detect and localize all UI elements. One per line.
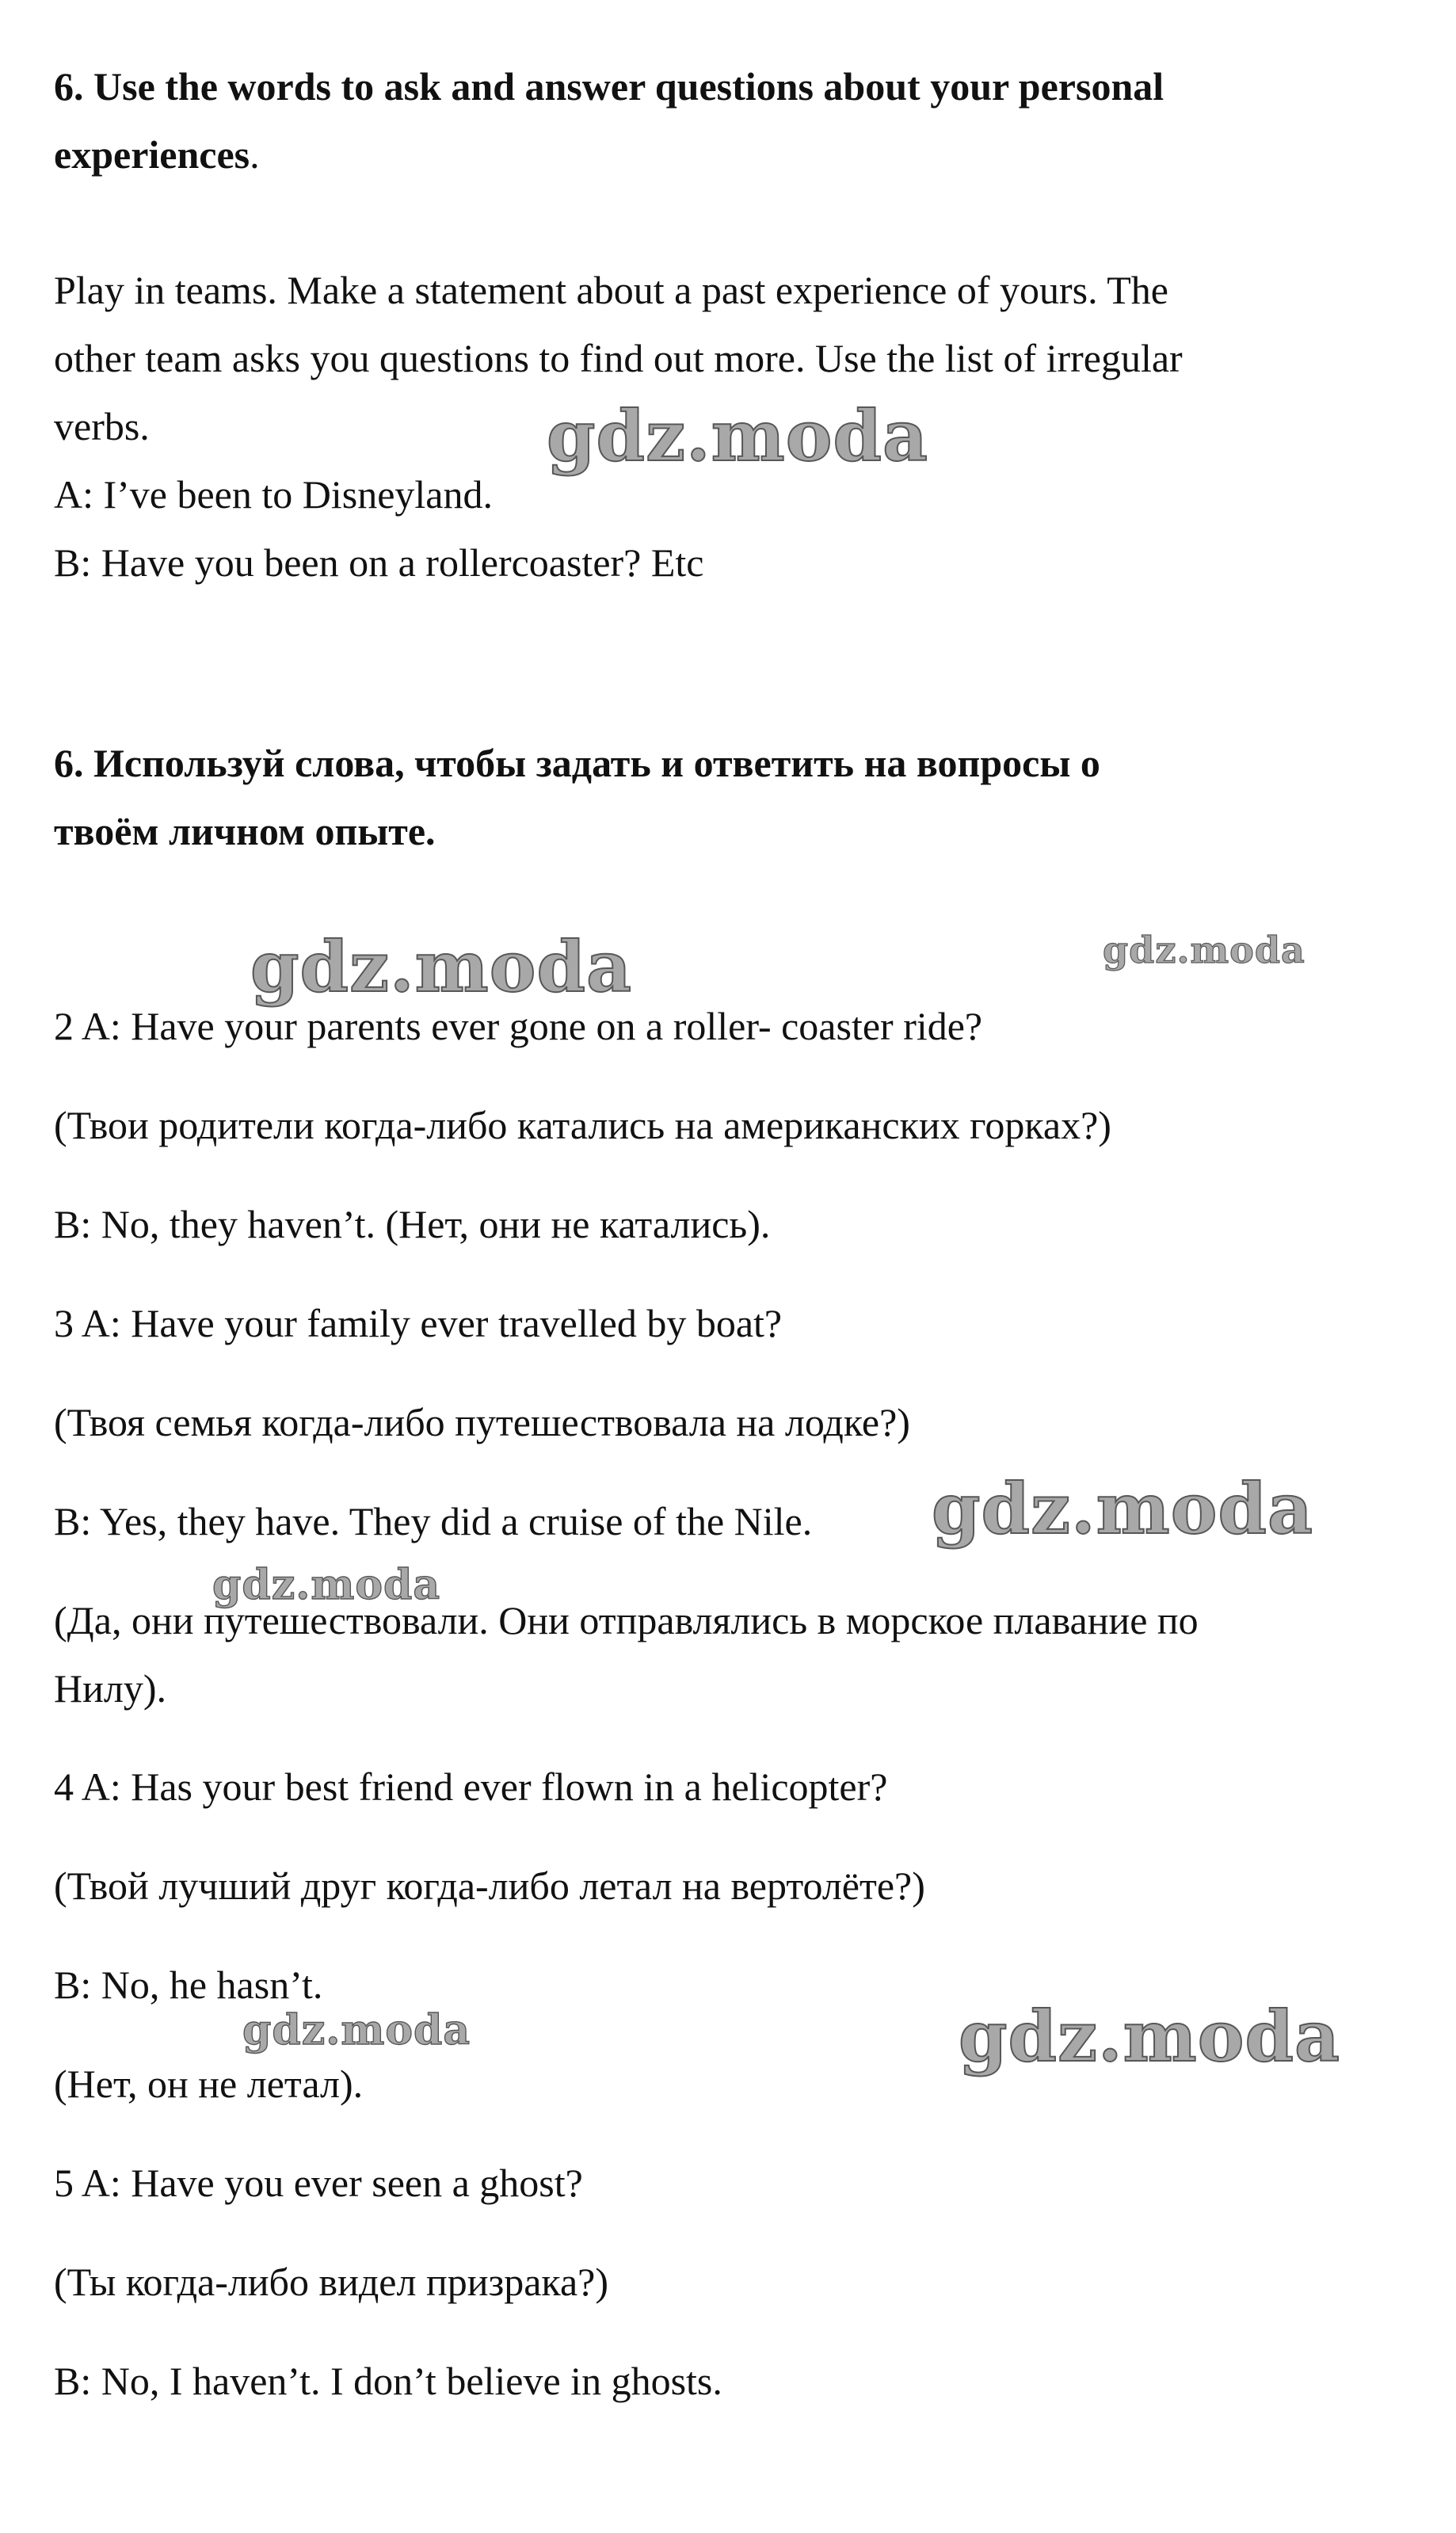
watermark: gdz.moda <box>932 1467 1314 1550</box>
answer-line: B: No, I haven’t. I don’t believe in ghosts. <box>54 2359 722 2403</box>
watermark: gdz.moda <box>242 2006 471 2054</box>
example-line-a: A: I’ve been to Disneyland. <box>54 472 494 517</box>
answer-line: (Твои родители когда-либо катались на американских горках?) <box>54 1103 1111 1147</box>
answer-line: 3 A: Have your family ever travelled by boat? <box>54 1301 783 1345</box>
answer-line: (Ты когда-либо видел призрака?) <box>54 2260 608 2304</box>
answer-line: B: No, he hasn’t. <box>54 1963 323 2007</box>
task-heading-en-line1: 6. Use the words to ask and answer questions about your personal <box>54 64 1164 109</box>
task-heading-en-line2 <box>54 120 1408 189</box>
answer-line: (Да, они путешествовали. Они отправлялись в морское плавание по <box>54 1598 1199 1642</box>
watermark: gdz.moda <box>1103 929 1305 971</box>
answer-line: B: No, they haven’t. (Нет, они не катались). <box>54 1202 771 1246</box>
watermark: gdz.moda <box>547 395 929 477</box>
answer-line: 2 A: Have your parents ever gone on a roller- coaster ride? <box>54 1004 983 1048</box>
instruction-line-3: verbs. <box>54 404 150 448</box>
instruction-line-1: Play in teams. Make a statement about a past experience of yours. The <box>54 268 1168 312</box>
answer-line: (Твоя семья когда-либо путешествовала на лодке?) <box>54 1400 910 1444</box>
answer-line: B: Yes, they have. They did a cruise of the Nile. <box>54 1499 813 1543</box>
watermark: gdz.moda <box>212 1561 441 1609</box>
answer-line: 4 A: Has your best friend ever flown in a helicopter? <box>54 1764 888 1809</box>
watermark: gdz.moda <box>250 925 633 1008</box>
example-line-b: B: Have you been on a rollercoaster? Etc <box>54 540 704 585</box>
task-heading-en-bold-word: experiences <box>54 132 250 177</box>
task-heading-en-period: . <box>250 132 260 177</box>
answer-line: 5 A: Have you ever seen a ghost? <box>54 2161 583 2205</box>
answer-line: (Нет, он не летал). <box>54 2062 364 2106</box>
task-heading-ru-line2: твоём личном опыте. <box>54 809 436 853</box>
watermark: gdz.moda <box>959 1995 1341 2077</box>
task-heading-ru-line1: 6. Используй слова, чтобы задать и ответить на вопросы о <box>54 741 1100 785</box>
answer-line: (Твой лучший друг когда-либо летал на вертолёте?) <box>54 1864 925 1908</box>
instruction-line-2: other team asks you questions to find out more. Use the list of irregular <box>54 336 1183 380</box>
answer-line: Нилу). <box>54 1666 166 1711</box>
